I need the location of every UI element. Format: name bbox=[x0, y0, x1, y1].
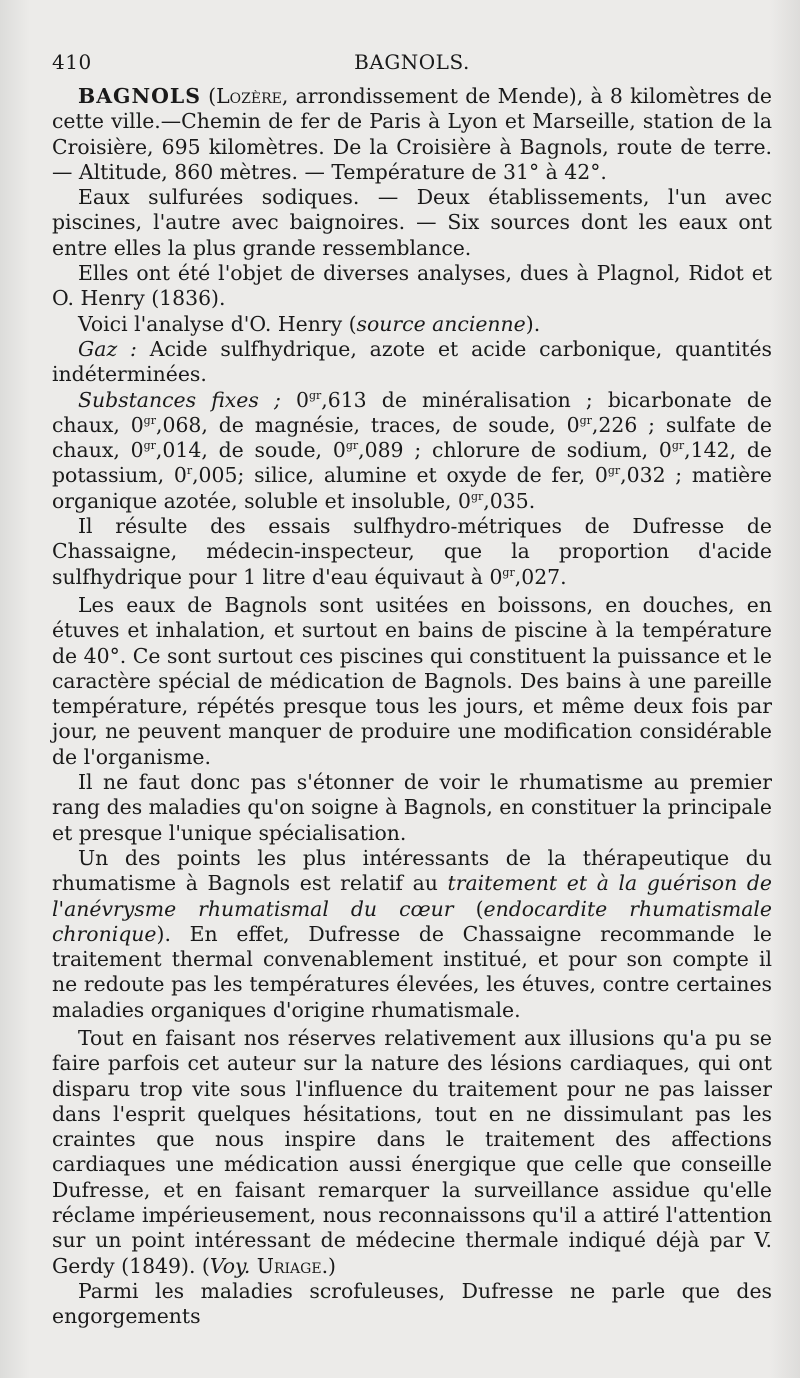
paragraph: Il ne faut donc pas s'étonner de voir le rhumatisme au premier rang des maladies qu'on soigne à Bagnols, en constituer la principale et presque l'unique spécialisation. bbox=[52, 770, 772, 845]
paragraph: Parmi les maladies scrofuleuses, Dufresse ne parle que des engorgements bbox=[52, 1278, 772, 1329]
paragraph: Voici l'analyse d'O. Henry (source ancienne). bbox=[78, 311, 541, 336]
paragraph: Il résulte des essais sulfhydro-métriques de Dufresse de Chassaigne, médecin-inspecteur, que la proportion d'acide sulfhydrique pour 1 litre d'eau équivaut à $0^{gr},027$. bbox=[52, 514, 772, 589]
page-body bbox=[52, 84, 772, 1330]
paragraph: Tout en faisant nos réserves relativement aux illusions qu'a pu se faire parfois cet auteur sur la nature des lésions cardiaques, qui ont disparu trop vite sous l'influence du traitement pour ne pas laisser dans l'esprit quelques hésitations, tout en ne dissimulant pas les craintes que nous inspire dans le traitement des affections cardiaques une médication aussi énergique que celle que conseille Dufresse, et en faisant remarquer la surveillance assidue qu'elle réclame impérieusement, nous reconnaissons qu'il a attiré l'attention sur un point intéressant de médecine thermale indiqué déjà par V. Gerdy (1849). (Voy. Uriage.) bbox=[52, 1025, 772, 1278]
paragraph-gas: Gaz : Acide sulfhydrique, azote et acide carbonique, quantités indéterminées. bbox=[52, 336, 772, 387]
paragraph: Un des points les plus intéressants de la thérapeutique du rhumatisme à Bagnols est relatif au traitement et à la guérison de l'anévrysme rhumatismal du cœur (endocardite rhumatismale chronique). En effet, Dufresse de Chassaigne recommande le traitement thermal convenablement institué, et pour son compte il ne redoute pas les températures élevées, les étuves, contre certaines maladies organiques d'origine rhumatismale. bbox=[52, 845, 773, 1022]
paragraph: Elles ont été l'objet de diverses analyses, dues à Plagnol, Ridot et O. Henry (1836). bbox=[52, 261, 772, 311]
entry-region: Lozère bbox=[216, 84, 282, 108]
paragraph-substances: Substances fixes ; $0^{gr},613$ de minéralisation ; bicarbonate de chaux, $0^{gr},068$, de magnésie, traces, de soude, $0^{gr},226$ ; sulfate de chaux, $0^{gr},014$, de soude, $0^{gr},089$ ; chlorure de sodium, $0^{gr},142$, de potassium, 0$^r$,005; silice, alumine et oxyde de fer, $0^{gr},032$ ; matière organique azotée, soluble et insoluble, $0^{gr},035$. bbox=[52, 387, 772, 513]
paragraph: Les eaux de Bagnols sont usitées en boissons, en douches, en étuves et inhalation, et surtout en bains de piscine à la température de 40°. Ce sont surtout ces piscines qui constituent la puissance et le caractère spécial de médication de Bagnols. Des bains à une pareille température, répétés presque tous les jours, et même deux fois par jour, ne peuvent manquer de produire une modification considérable de l'organisme. bbox=[52, 592, 772, 769]
entry-heading: BAGNOLS bbox=[78, 84, 201, 108]
page-number: 410 bbox=[52, 50, 92, 74]
paragraph-entry-title: BAGNOLS (Lozère, arrondissement de Mende), à 8 kilomètres de cette ville.—Chemin de fer de Paris à Lyon et Marseille, station de la Croisière, 695 kilomètres. De la Croisière à Bagnols, route de terre. — Altitude, 860 mètres. — Température de 31° à 42°. bbox=[52, 84, 772, 184]
running-title: BAGNOLS. bbox=[354, 50, 470, 74]
page-header bbox=[52, 50, 772, 84]
paragraph: Eaux sulfurées sodiques. — Deux établissements, l'un avec piscines, l'autre avec baignoires. — Six sources dont les eaux ont entre elles la plus grande ressemblance. bbox=[52, 185, 772, 260]
